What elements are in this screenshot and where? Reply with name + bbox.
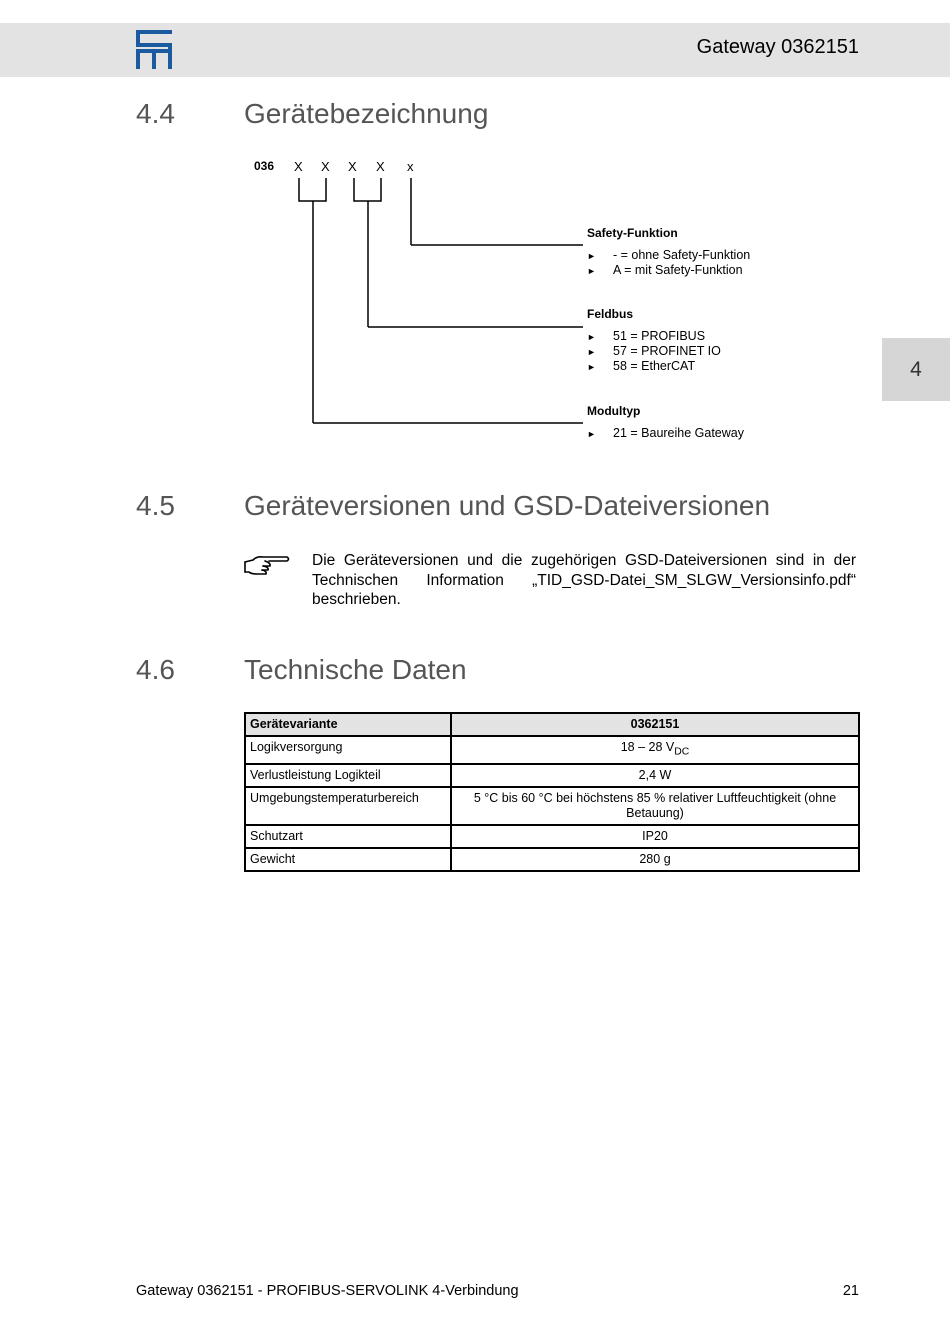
module-type-title: Modultyp	[587, 404, 641, 418]
section-number: 4.6	[136, 654, 175, 685]
table-row	[245, 787, 859, 825]
table-cell-value: 5 °C bis 60 °C bei höchstens 85 % relativer Luftfeuchtigkeit (ohne Betauung)	[451, 787, 859, 825]
table-cell-label: Logikversorgung	[245, 736, 451, 764]
table-header-cell: 0362151	[451, 713, 859, 736]
bullet-arrow-icon: ►	[587, 251, 596, 261]
section-title: Technische Daten	[244, 654, 467, 685]
table-cell-value: 280 g	[451, 848, 859, 871]
list-item: ► - = ohne Safety-Funktion	[587, 248, 751, 262]
section-title: Gerätebezeichnung	[244, 98, 489, 129]
table-header-cell: Gerätevariante	[245, 713, 451, 736]
safety-function-title: Safety-Funktion	[587, 226, 678, 240]
list-item: ► A = mit Safety-Funktion	[587, 263, 743, 277]
list-item: ► 57 = PROFINET IO	[587, 344, 721, 358]
bullet-arrow-icon: ►	[587, 347, 596, 357]
section-number: 4.5	[136, 490, 175, 521]
table-cell-value: 18 – 28 $V_{DC}$	[451, 736, 859, 764]
header-title: Gateway 0362151	[696, 36, 859, 58]
section-number: 4.4	[136, 98, 175, 129]
bullet-arrow-icon: ►	[587, 429, 596, 439]
designation-placeholder: X	[348, 159, 357, 174]
designation-placeholder: x	[407, 159, 414, 174]
technical-data-table	[244, 712, 860, 872]
designation-placeholder: X	[321, 159, 330, 174]
designation-placeholder: X	[376, 159, 385, 174]
table-cell-label: Gewicht	[245, 848, 451, 871]
table-row	[245, 825, 859, 848]
page-number: 21	[842, 1283, 859, 1299]
bullet-arrow-icon: ►	[587, 332, 596, 342]
designation-placeholder: X	[294, 159, 303, 174]
table-row	[245, 736, 859, 764]
footer-document-title: Gateway 0362151 - PROFIBUS-SERVOLINK 4-Verbindung	[136, 1283, 519, 1299]
designation-prefix: 036	[254, 159, 275, 173]
table-cell-label: Umgebungstemperaturbereich	[245, 787, 451, 825]
table-header-row	[245, 713, 859, 736]
table-row	[245, 848, 859, 871]
table-cell-label: Schutzart	[245, 825, 451, 848]
bullet-arrow-icon: ►	[587, 362, 596, 372]
pointing-hand-icon	[243, 552, 291, 580]
list-item: ► 21 = Baureihe Gateway	[587, 426, 744, 440]
section-title: Geräteversionen und GSD-Dateiversionen	[244, 490, 771, 521]
bullet-arrow-icon: ►	[587, 266, 596, 276]
chapter-tab: 4	[882, 338, 950, 401]
list-item: ► 51 = PROFIBUS	[587, 329, 706, 343]
fieldbus-title: Feldbus	[587, 307, 634, 321]
list-item: ► 58 = EtherCAT	[587, 359, 696, 373]
table-cell-label: Verlustleistung Logikteil	[245, 764, 451, 787]
table-row	[245, 764, 859, 787]
table-cell-value: 2,4 W	[451, 764, 859, 787]
note-text: Die Geräteversionen und die zugehörigen GSD-Dateiversionen sind in der Technischen Information „TID_GSD-Datei_SM_SLGW_Versionsinfo.pdf“ beschrieben.	[312, 552, 856, 608]
table-cell-value: IP20	[451, 825, 859, 848]
